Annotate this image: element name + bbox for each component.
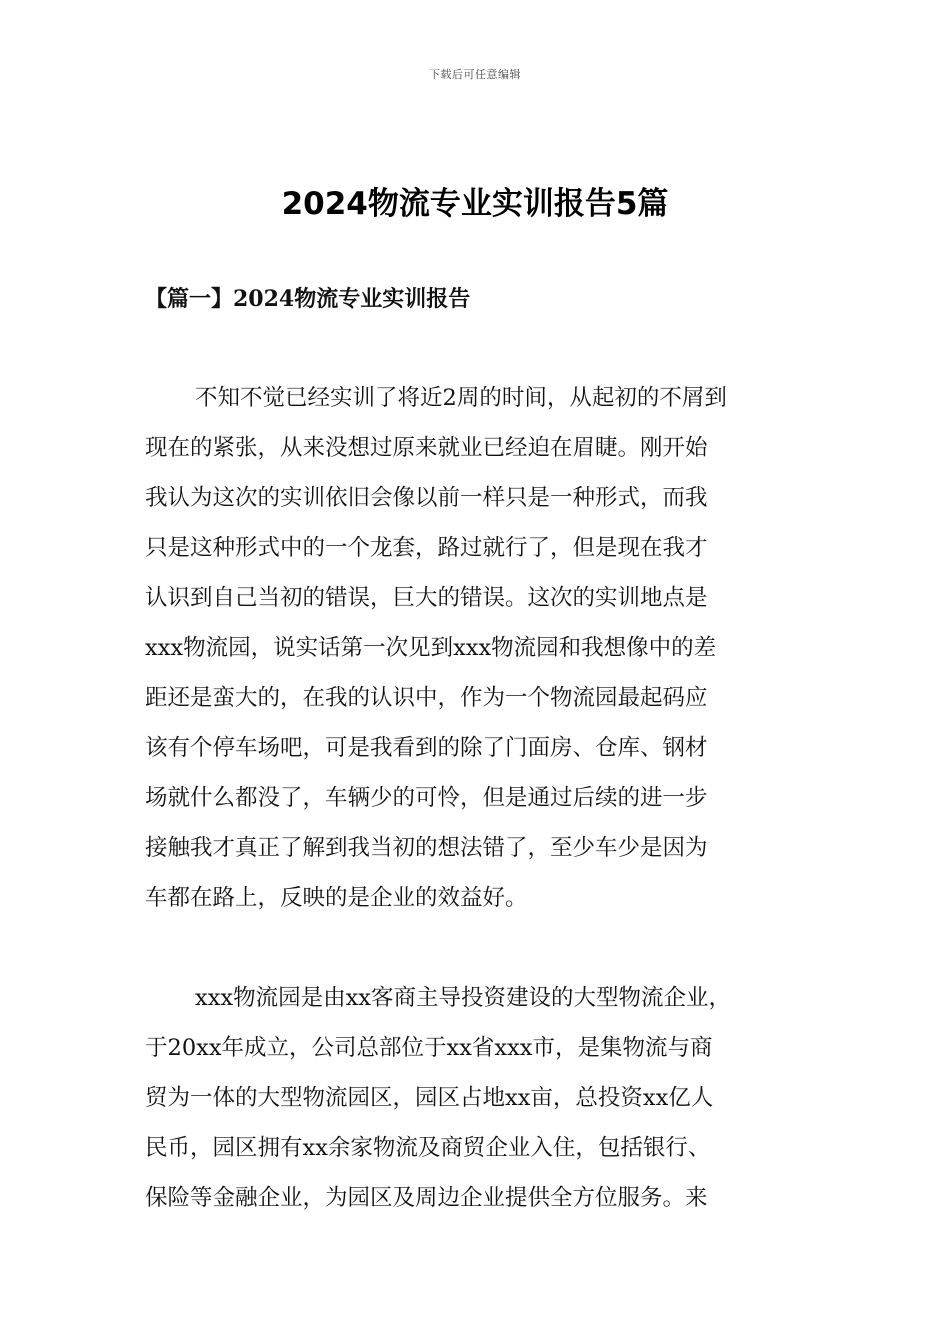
body-paragraph-2 <box>145 980 815 1230</box>
paragraph-line: 贸为一体的大型物流园区，园区占地xx亩，总投资xx亿人 <box>145 1085 714 1111</box>
paragraph-line: 该有个停车场吧，可是我看到的除了门面房、仓库、钢材 <box>145 735 708 761</box>
header-note: 下载后可任意编辑 <box>429 68 521 81</box>
paragraph-line: 民币，园区拥有xx余家物流及商贸企业入住，包括银行、 <box>145 1135 711 1161</box>
paragraph-line: 保险等金融企业，为园区及周边企业提供全方位服务。来 <box>145 1185 708 1211</box>
paragraph-line: xxx物流园，说实话第一次见到xxx物流园和我想像中的差 <box>145 635 717 661</box>
paragraph-line: 现在的紧张，从来没想过原来就业已经迫在眉睫。刚开始 <box>145 435 708 461</box>
paragraph-line: xxx物流园是由xx客商主导投资建设的大型物流企业， <box>195 985 731 1011</box>
section-heading: 【篇一】2024物流专业实训报告 <box>145 286 471 312</box>
paragraph-line: 只是这种形式中的一个龙套，路过就行了，但是现在我才 <box>145 535 708 561</box>
paragraph-line: 不知不觉已经实训了将近2周的时间，从起初的不屑到 <box>195 385 727 411</box>
paragraph-line: 于20xx年成立，公司总部位于xx省xxx市，是集物流与商 <box>145 1035 713 1061</box>
paragraph-line: 我认为这次的实训依旧会像以前一样只是一种形式，而我 <box>145 485 708 511</box>
paragraph-line: 接触我才真正了解到我当初的想法错了，至少车少是因为 <box>145 835 708 861</box>
paragraph-line: 车都在路上，反映的是企业的效益好。 <box>145 885 528 911</box>
body-paragraph-1 <box>145 380 815 930</box>
paragraph-line: 场就什么都没了，车辆少的可怜，但是通过后续的进一步 <box>145 785 708 811</box>
document-title: 2024物流专业实训报告5篇 <box>281 186 669 222</box>
paragraph-line: 距还是蛮大的，在我的认识中，作为一个物流园最起码应 <box>145 685 708 711</box>
paragraph-line: 认识到自己当初的错误，巨大的错误。这次的实训地点是 <box>145 585 708 611</box>
